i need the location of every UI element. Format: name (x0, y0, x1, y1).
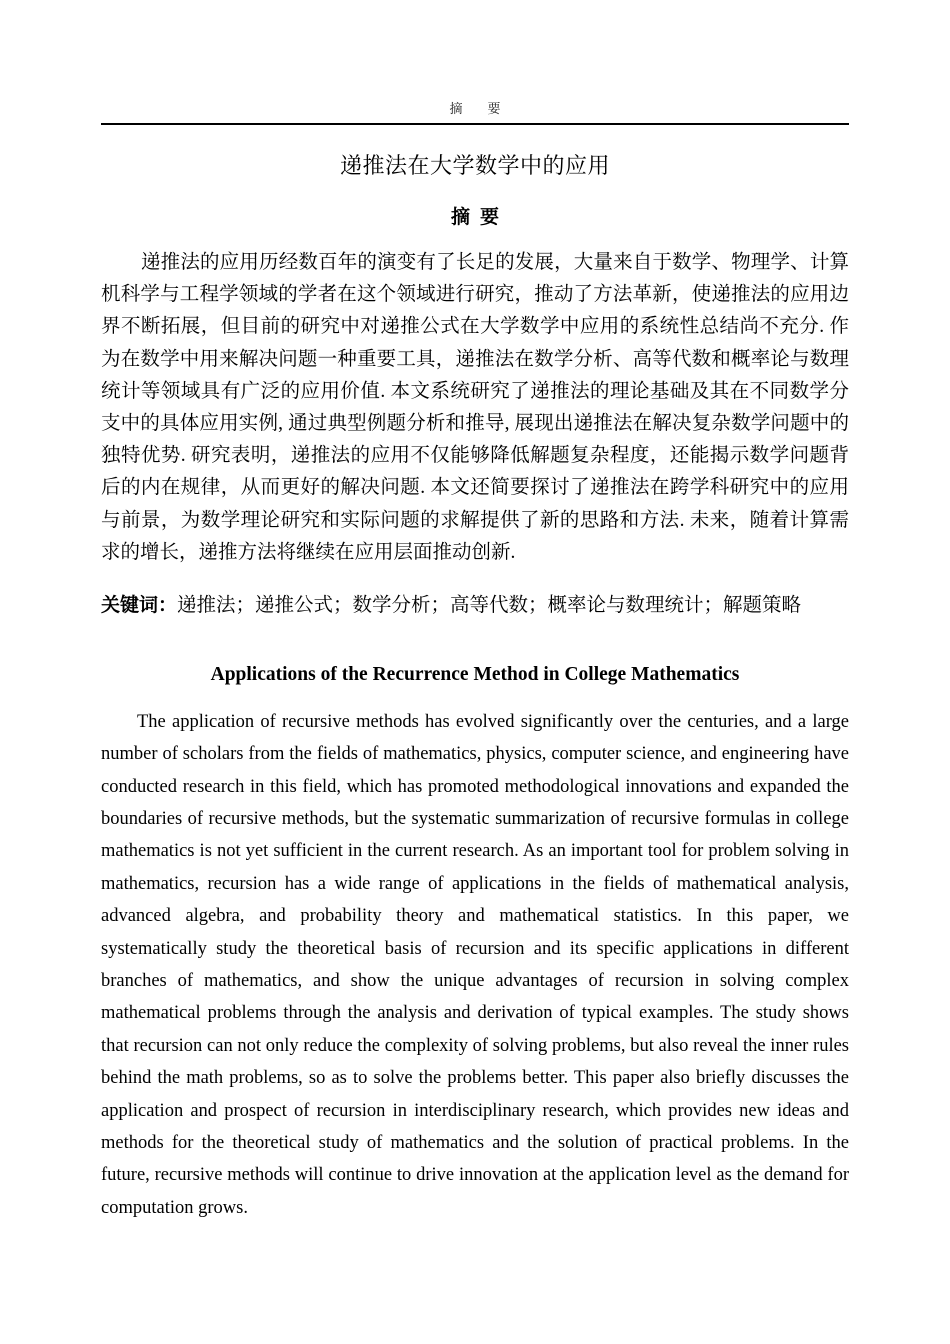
keywords-value: 递推法；递推公式；数学分析；高等代数；概率论与数理统计；解题策略 (177, 594, 802, 616)
keywords-line (101, 589, 849, 622)
page-title-english: Applications of the Recurrence Method in College Mathematics (210, 663, 740, 685)
section-heading-abstract: 摘要 (450, 206, 509, 228)
running-header: 摘 要 (449, 101, 507, 116)
page-title: 递推法在大学数学中的应用 (339, 154, 610, 179)
content-column (101, 151, 849, 1224)
keywords-label: 关键词： (101, 593, 178, 616)
abstract-english-body: The application of recursive methods has evolved significantly over the centuries, and a large number of scholars from the fields of mathematics, physics, computer science, and engineering have conducted research in this field, which has promoted methodological innovations and expanded the boundaries of recursive methods, but the systematic summarization of recursive formulas in college mathematics is not yet sufficient in the current research. As an important tool for problem solving in mathematics, recursion has a wide range of applications in the fields of mathematical analysis, advanced algebra, and probability theory and mathematical statistics. In this paper, we systematically study the theoretical basis of recursion and its specific applications in different branches of mathematics, and show the unique advantages of recursion in solving complex mathematical problems through the analysis and derivation of typical examples. The study shows that recursion can not only reduce the complexity of solving problems, but also reveal the inner rules behind the math problems, so as to solve the problems better. This paper also briefly discusses the application and prospect of recursion in interdisciplinary research, which provides new ideas and methods for the theoretical study of mathematics and the solution of practical problems. In the future, recursive methods will continue to drive innovation at the application level as the demand for computation grows. (101, 711, 849, 1218)
header-rule (101, 123, 849, 125)
abstract-chinese-body: 递推法的应用历经数百年的演变有了长足的发展，大量来自于数学、物理学、计算机科学与工程学领域的学者在这个领域进行研究，推动了方法革新，使递推法的应用边界不断拓展，但目前的研究中对递推公式在大学数学中应用的系统性总结尚不充分. 作为在数学中用来解决问题一种重要工具，递推法在数学分析、高等代数和概率论与数理统计等领域具有广泛的应用价值. 本文系统研究了递推法的理论基础及其在不同数学分支中的具体应用实例, 通过典型例题分析和推导, 展现出递推法在解决复杂数学问题中的独特优势. 研究表明，递推法的应用不仅能够降低解题复杂程度，还能揭示数学问题背后的内在规律，从而更好的解决问题. 本文还简要探讨了递推法在跨学科研究中的应用与前景，为数学理论研究和实际问题的求解提供了新的思路和方法. 未来，随着计算需求的增长，递推方法将继续在应用层面推动创新. (101, 252, 849, 563)
